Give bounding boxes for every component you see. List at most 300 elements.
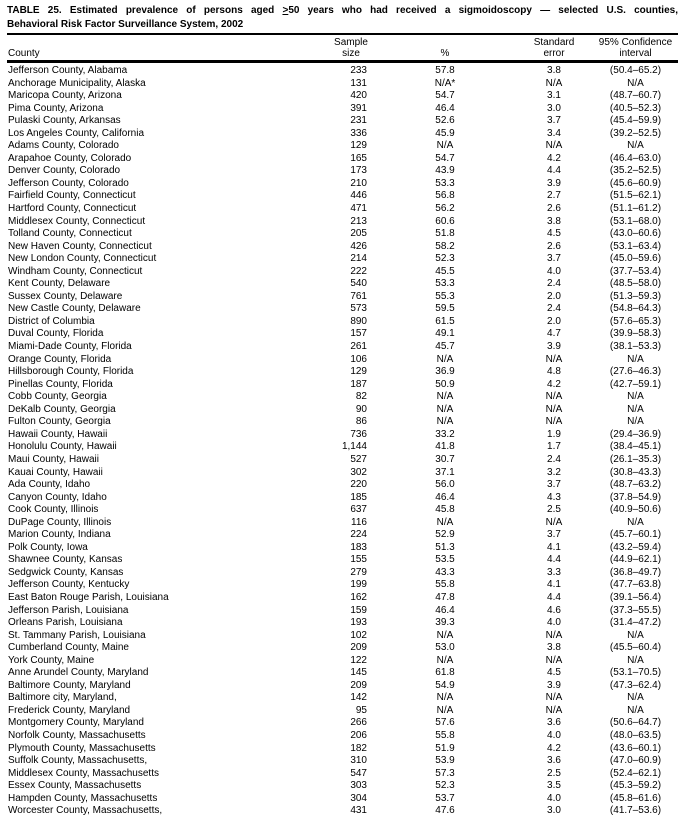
se-cell: 4.4	[547, 165, 561, 177]
se-cell: N/A	[545, 391, 563, 403]
ci-cell: (43.6–60.1)	[609, 742, 662, 754]
sample-cell: 224	[350, 529, 367, 541]
table-row	[7, 454, 678, 467]
sample-cell: 82	[355, 391, 367, 403]
prevalence-table	[7, 35, 678, 818]
se-cell: 4.2	[547, 742, 561, 754]
ci-cell: N/A	[627, 391, 644, 403]
column-header-county: County	[7, 35, 327, 62]
se-cell: 2.4	[547, 303, 561, 315]
county-cell: Hartford County, Connecticut	[8, 203, 137, 215]
table-row	[7, 216, 678, 229]
pct-cell: 53.3	[435, 278, 455, 290]
sample-cell: 199	[350, 579, 367, 591]
pct-cell: 56.8	[435, 190, 455, 202]
county-cell: Cumberland County, Maine	[8, 642, 129, 654]
sample-cell: 446	[350, 190, 367, 202]
ci-cell: (36.8–49.7)	[609, 566, 662, 578]
se-cell: N/A	[545, 704, 563, 716]
county-cell: New Haven County, Connecticut	[8, 240, 152, 252]
ci-cell: (37.3–55.5)	[609, 604, 662, 616]
county-cell: Polk County, Iowa	[8, 541, 88, 553]
column-header-percent: %	[375, 35, 515, 62]
table-row	[7, 730, 678, 743]
table-row	[7, 303, 678, 316]
county-cell: Arapahoe County, Colorado	[8, 152, 132, 164]
county-cell: Pima County, Arizona	[8, 102, 104, 114]
sample-cell: 471	[350, 203, 367, 215]
table-row	[7, 605, 678, 618]
pct-cell: 53.9	[435, 755, 455, 767]
se-cell: 3.7	[547, 253, 561, 265]
county-cell: Kauai County, Hawaii	[8, 466, 103, 478]
table-row	[7, 680, 678, 693]
se-cell: 3.2	[547, 466, 561, 478]
county-cell: Sussex County, Delaware	[8, 290, 123, 302]
table-header	[7, 35, 678, 62]
pct-cell: 33.2	[435, 428, 455, 440]
pct-cell: 53.7	[435, 792, 455, 804]
county-cell: Kent County, Delaware	[8, 278, 111, 290]
pct-cell: N/A	[436, 353, 454, 365]
ci-cell: (53.1–70.5)	[609, 667, 662, 679]
pct-cell: 51.9	[435, 742, 455, 754]
se-cell: 4.3	[547, 491, 561, 503]
table-row	[7, 467, 678, 480]
table-row	[7, 62, 678, 78]
ci-cell: (47.0–60.9)	[609, 755, 662, 767]
ci-cell: (46.4–63.0)	[609, 152, 662, 164]
table-row	[7, 579, 678, 592]
county-cell: Miami-Dade County, Florida	[8, 341, 132, 353]
sample-cell: 573	[350, 303, 367, 315]
se-cell: 4.1	[547, 541, 561, 553]
sample-cell: 310	[350, 755, 367, 767]
column-header-confidence-interval: 95% Confidence interval	[593, 35, 678, 62]
table-row	[7, 805, 678, 818]
county-cell: Sedgwick County, Kansas	[8, 566, 124, 578]
county-cell: Middlesex County, Connecticut	[8, 215, 146, 227]
pct-cell: N/A	[436, 403, 454, 415]
sample-cell: 183	[350, 541, 367, 553]
county-cell: Baltimore city, Maryland,	[8, 692, 117, 704]
sample-cell: 540	[350, 278, 367, 290]
table-title-pre: TABLE 25. Estimated prevalence of persons aged	[7, 5, 283, 16]
table-row	[7, 793, 678, 806]
ci-cell: (44.9–62.1)	[609, 554, 662, 566]
ci-cell: (43.0–60.6)	[609, 228, 662, 240]
ci-cell: (40.5–52.3)	[609, 102, 662, 114]
table-row	[7, 178, 678, 191]
ci-cell: (50.4–65.2)	[609, 65, 662, 76]
ci-cell: (30.8–43.3)	[609, 466, 662, 478]
ci-cell: (48.0–63.5)	[609, 729, 662, 741]
pct-cell: N/A	[436, 704, 454, 716]
ci-cell: (38.4–45.1)	[609, 441, 662, 453]
table-row	[7, 416, 678, 429]
county-cell: Cobb County, Georgia	[8, 391, 107, 403]
pct-cell: 43.3	[435, 566, 455, 578]
pct-cell: 43.9	[435, 165, 455, 177]
se-cell: 1.9	[547, 428, 561, 440]
county-cell: Orange County, Florida	[8, 353, 112, 365]
table-row	[7, 203, 678, 216]
ci-cell: (52.4–62.1)	[609, 767, 662, 779]
sample-cell: 261	[350, 341, 367, 353]
sample-cell: 336	[350, 127, 367, 139]
ci-cell: (43.2–59.4)	[609, 541, 662, 553]
se-cell: 2.6	[547, 240, 561, 252]
ci-cell: N/A	[627, 353, 644, 365]
pct-cell: 47.6	[435, 805, 455, 817]
se-cell: N/A	[545, 629, 563, 641]
sample-cell: 193	[350, 617, 367, 629]
sample-cell: 220	[350, 479, 367, 491]
county-cell: Frederick County, Maryland	[8, 704, 131, 716]
table-row	[7, 504, 678, 517]
table-row	[7, 592, 678, 605]
table-row	[7, 404, 678, 417]
ci-cell: (53.1–63.4)	[609, 240, 662, 252]
table-row	[7, 717, 678, 730]
sample-cell: 302	[350, 466, 367, 478]
se-cell: 2.7	[547, 190, 561, 202]
pct-cell: N/A	[436, 516, 454, 528]
table-body	[7, 62, 678, 818]
table-row	[7, 291, 678, 304]
county-cell: Essex County, Massachusetts	[8, 780, 142, 792]
sample-cell: 165	[350, 152, 367, 164]
county-cell: Hillsborough County, Florida	[8, 366, 134, 378]
ci-cell: (53.1–68.0)	[609, 215, 662, 227]
se-cell: 4.0	[547, 729, 561, 741]
sample-cell: 233	[350, 65, 367, 76]
county-cell: Anchorage Municipality, Alaska	[8, 77, 146, 89]
pct-cell: 39.3	[435, 617, 455, 629]
se-cell: N/A	[545, 77, 563, 89]
table-row	[7, 354, 678, 367]
pct-cell: 45.5	[435, 265, 455, 277]
ci-cell: (35.2–52.5)	[609, 165, 662, 177]
table-title	[7, 4, 678, 18]
se-cell: 3.6	[547, 717, 561, 729]
sample-cell: 547	[350, 767, 367, 779]
ci-cell: (40.9–50.6)	[609, 504, 662, 516]
sample-cell: 231	[350, 115, 367, 127]
county-cell: Duval County, Florida	[8, 328, 104, 340]
county-cell: Jefferson County, Kentucky	[8, 579, 130, 591]
county-cell: Marion County, Indiana	[8, 529, 111, 541]
sample-cell: 206	[350, 729, 367, 741]
ci-cell: (45.4–59.9)	[609, 115, 662, 127]
ci-cell: (50.6–64.7)	[609, 717, 662, 729]
ci-cell: (31.4–47.2)	[609, 617, 662, 629]
pct-cell: N/A	[436, 654, 454, 666]
pct-cell: 54.7	[435, 152, 455, 164]
table-row	[7, 479, 678, 492]
pct-cell: 50.9	[435, 378, 455, 390]
se-cell: 4.8	[547, 366, 561, 378]
se-cell: 4.7	[547, 328, 561, 340]
pct-cell: 59.5	[435, 303, 455, 315]
county-cell: York County, Maine	[8, 654, 95, 666]
sample-cell: 209	[350, 642, 367, 654]
county-cell: Canyon County, Idaho	[8, 491, 107, 503]
ci-cell: (41.7–53.6)	[609, 805, 662, 817]
table-row	[7, 115, 678, 128]
se-cell: N/A	[545, 353, 563, 365]
ci-cell: (27.6–46.3)	[609, 366, 662, 378]
se-cell: 3.5	[547, 780, 561, 792]
county-cell: Baltimore County, Maryland	[8, 679, 131, 691]
county-cell: Maricopa County, Arizona	[8, 90, 122, 102]
table-row	[7, 103, 678, 116]
se-cell: 3.7	[547, 479, 561, 491]
se-cell: 3.9	[547, 679, 561, 691]
ci-cell: (47.3–62.4)	[609, 679, 662, 691]
table-row	[7, 253, 678, 266]
county-cell: Ada County, Idaho	[8, 479, 91, 491]
column-header-standard-error: Standard error	[515, 35, 593, 62]
table-row	[7, 278, 678, 291]
sample-cell: 214	[350, 253, 367, 265]
pct-cell: 55.3	[435, 290, 455, 302]
se-cell: 3.9	[547, 341, 561, 353]
se-cell: 2.4	[547, 278, 561, 290]
pct-cell: 47.8	[435, 591, 455, 603]
sample-cell: 736	[350, 428, 367, 440]
se-cell: 2.6	[547, 203, 561, 215]
sample-cell: 527	[350, 453, 367, 465]
table-row	[7, 567, 678, 580]
se-cell: N/A	[545, 403, 563, 415]
county-cell: Suffolk County, Massachusetts,	[8, 755, 148, 767]
se-cell: 4.4	[547, 591, 561, 603]
sample-cell: 303	[350, 780, 367, 792]
table-row	[7, 241, 678, 254]
se-cell: 4.4	[547, 554, 561, 566]
sample-cell: 222	[350, 265, 367, 277]
county-cell: Jefferson County, Alabama	[8, 65, 128, 76]
sample-cell: 213	[350, 215, 367, 227]
ci-cell: (26.1–35.3)	[609, 453, 662, 465]
pct-cell: 54.7	[435, 90, 455, 102]
ci-cell: N/A	[627, 77, 644, 89]
table-row	[7, 429, 678, 442]
pct-cell: 57.6	[435, 717, 455, 729]
ci-cell: (51.1–61.2)	[609, 203, 662, 215]
sample-cell: 761	[350, 290, 367, 302]
ci-cell: N/A	[627, 629, 644, 641]
ci-cell: (48.7–63.2)	[609, 479, 662, 491]
table-row	[7, 542, 678, 555]
sample-cell: 391	[350, 102, 367, 114]
county-cell: Pinellas County, Florida	[8, 378, 113, 390]
se-cell: 3.8	[547, 642, 561, 654]
sample-cell: 129	[350, 140, 367, 152]
se-cell: N/A	[545, 516, 563, 528]
geq-symbol: >	[282, 5, 289, 16]
sample-cell: 187	[350, 378, 367, 390]
county-cell: East Baton Rouge Parish, Louisiana	[8, 591, 169, 603]
county-cell: District of Columbia	[8, 315, 95, 327]
table-row	[7, 780, 678, 793]
se-cell: 3.8	[547, 65, 561, 76]
ci-cell: N/A	[627, 704, 644, 716]
se-cell: 2.4	[547, 453, 561, 465]
table-row	[7, 554, 678, 567]
pct-cell: 45.9	[435, 127, 455, 139]
ci-cell: (45.6–60.9)	[609, 177, 662, 189]
column-header-sample-size: Sample size	[327, 35, 375, 62]
county-cell: Hampden County, Massachusetts	[8, 792, 158, 804]
se-cell: 2.5	[547, 504, 561, 516]
table-row	[7, 165, 678, 178]
sample-cell: 182	[350, 742, 367, 754]
se-cell: 2.5	[547, 767, 561, 779]
sample-cell: 90	[355, 403, 367, 415]
table-row	[7, 768, 678, 781]
sample-cell: 205	[350, 228, 367, 240]
pct-cell: 36.9	[435, 366, 455, 378]
county-cell: Windham County, Connecticut	[8, 265, 143, 277]
ci-cell: N/A	[627, 516, 644, 528]
sample-cell: 95	[355, 704, 367, 716]
ci-cell: (39.1–56.4)	[609, 591, 662, 603]
table-row	[7, 391, 678, 404]
table-row	[7, 341, 678, 354]
ci-cell: (29.4–36.9)	[609, 428, 662, 440]
sample-cell: 304	[350, 792, 367, 804]
ci-cell: (39.9–58.3)	[609, 328, 662, 340]
se-cell: N/A	[545, 416, 563, 428]
se-cell: N/A	[545, 654, 563, 666]
ci-cell: (51.3–59.3)	[609, 290, 662, 302]
se-cell: 3.4	[547, 127, 561, 139]
county-cell: Anne Arundel County, Maryland	[8, 667, 149, 679]
county-cell: DuPage County, Illinois	[8, 516, 112, 528]
county-cell: DeKalb County, Georgia	[8, 403, 116, 415]
county-cell: Montgomery County, Maryland	[8, 717, 144, 729]
table-row	[7, 228, 678, 241]
table-row	[7, 90, 678, 103]
pct-cell: 52.3	[435, 780, 455, 792]
county-cell: Tolland County, Connecticut	[8, 228, 132, 240]
pct-cell: 54.9	[435, 679, 455, 691]
table-row	[7, 655, 678, 668]
county-cell: New Castle County, Delaware	[8, 303, 141, 315]
pct-cell: 53.3	[435, 177, 455, 189]
county-cell: New London County, Connecticut	[8, 253, 157, 265]
sample-cell: 155	[350, 554, 367, 566]
pct-cell: 55.8	[435, 729, 455, 741]
sample-cell: 420	[350, 90, 367, 102]
table-row	[7, 630, 678, 643]
se-cell: 3.7	[547, 529, 561, 541]
pct-cell: 45.7	[435, 341, 455, 353]
se-cell: 4.2	[547, 152, 561, 164]
table-row	[7, 366, 678, 379]
pct-cell: 61.5	[435, 315, 455, 327]
pct-cell: 55.8	[435, 579, 455, 591]
county-cell: Los Angeles County, California	[8, 127, 145, 139]
county-cell: Jefferson County, Colorado	[8, 177, 129, 189]
county-cell: Shawnee County, Kansas	[8, 554, 123, 566]
se-cell: 3.1	[547, 90, 561, 102]
sample-cell: 173	[350, 165, 367, 177]
sample-cell: 106	[350, 353, 367, 365]
sample-cell: 162	[350, 591, 367, 603]
pct-cell: N/A	[436, 140, 454, 152]
se-cell: 3.0	[547, 102, 561, 114]
table-row	[7, 190, 678, 203]
pct-cell: 49.1	[435, 328, 455, 340]
se-cell: 4.2	[547, 378, 561, 390]
pct-cell: 45.8	[435, 504, 455, 516]
ci-cell: (37.8–54.9)	[609, 491, 662, 503]
ci-cell: (51.5–62.1)	[609, 190, 662, 202]
pct-cell: 56.0	[435, 479, 455, 491]
sample-cell: 209	[350, 679, 367, 691]
table-row	[7, 153, 678, 166]
pct-cell: 58.2	[435, 240, 455, 252]
pct-cell: 46.4	[435, 102, 455, 114]
se-cell: N/A	[545, 692, 563, 704]
sample-cell: 157	[350, 328, 367, 340]
table-row	[7, 642, 678, 655]
sample-cell: 116	[351, 516, 367, 528]
sample-cell: 426	[350, 240, 367, 252]
sample-cell: 142	[350, 692, 367, 704]
ci-cell: N/A	[627, 403, 644, 415]
ci-cell: (45.5–60.4)	[609, 642, 662, 654]
se-cell: 4.5	[547, 667, 561, 679]
table-row	[7, 140, 678, 153]
sample-cell: 185	[350, 491, 367, 503]
se-cell: 4.6	[547, 604, 561, 616]
pct-cell: 52.3	[435, 253, 455, 265]
table-row	[7, 316, 678, 329]
se-cell: 4.1	[547, 579, 561, 591]
sample-cell: 431	[350, 805, 367, 817]
pct-cell: 61.8	[435, 667, 455, 679]
pct-cell: 46.4	[435, 604, 455, 616]
table-row	[7, 492, 678, 505]
table-row	[7, 441, 678, 454]
pct-cell: 30.7	[435, 453, 455, 465]
ci-cell: (48.5–58.0)	[609, 278, 662, 290]
ci-cell: (48.7–60.7)	[609, 90, 662, 102]
pct-cell: 51.3	[435, 541, 455, 553]
county-cell: Honolulu County, Hawaii	[8, 441, 117, 453]
se-cell: 2.0	[547, 290, 561, 302]
ci-cell: (45.0–59.6)	[609, 253, 662, 265]
county-cell: Plymouth County, Massachusetts	[8, 742, 156, 754]
sample-cell: 102	[350, 629, 367, 641]
se-cell: 3.7	[547, 115, 561, 127]
county-cell: Middlesex County, Massachusetts	[8, 767, 159, 779]
ci-cell: (45.3–59.2)	[609, 780, 662, 792]
ci-cell: (45.7–60.1)	[609, 529, 662, 541]
pct-cell: 52.9	[435, 529, 455, 541]
sample-cell: 86	[355, 416, 367, 428]
pct-cell: 41.8	[435, 441, 455, 453]
se-cell: 4.0	[547, 265, 561, 277]
table-row	[7, 128, 678, 141]
se-cell: 4.0	[547, 617, 561, 629]
county-cell: Jefferson Parish, Louisiana	[8, 604, 129, 616]
pct-cell: N/A	[436, 692, 454, 704]
